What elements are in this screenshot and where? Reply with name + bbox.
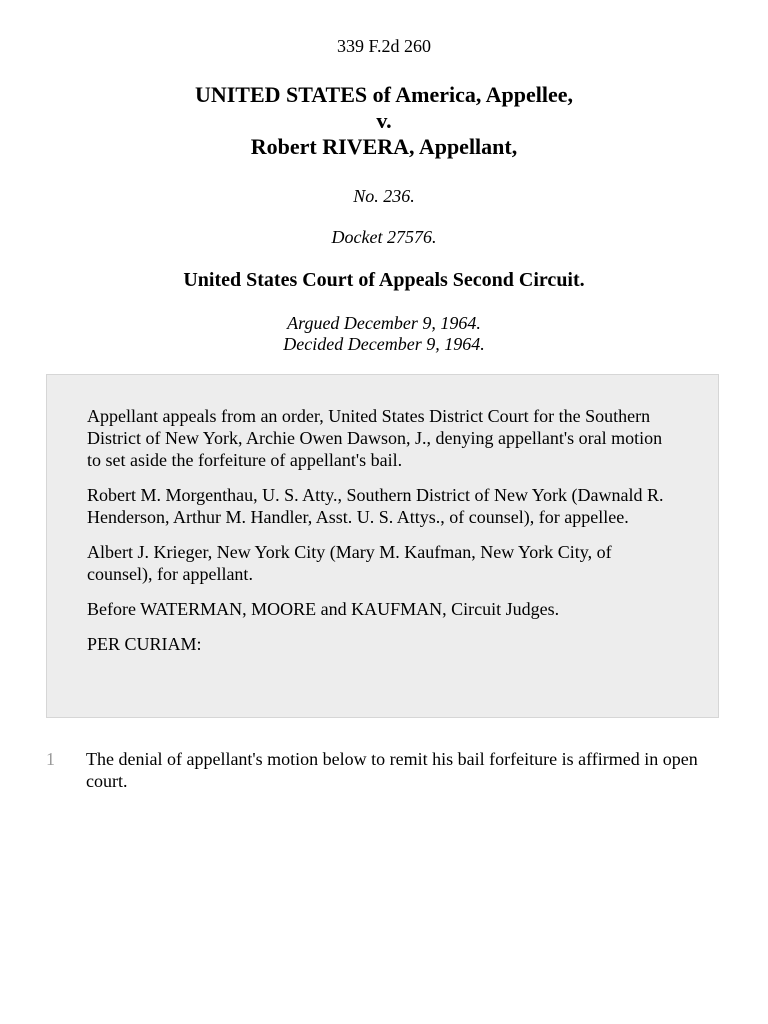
case-number: No. 236.	[353, 186, 415, 206]
caption-appellee: UNITED STATES of America, Appellee,	[194, 82, 574, 107]
appellant-counsel: Albert J. Krieger, New York City (Mary M. Kaufman, New York City, of counsel), for appellant.	[87, 542, 612, 584]
caption-appellant: Robert RIVERA, Appellant,	[250, 134, 518, 159]
per-curiam-heading: PER CURIAM:	[87, 634, 202, 654]
argued-date: Argued December 9, 1964.	[287, 313, 481, 333]
syllabus-box	[46, 374, 719, 718]
judges-panel: Before WATERMAN, MOORE and KAUFMAN, Circuit Judges.	[87, 599, 560, 619]
case-caption	[0, 82, 768, 160]
appellee-counsel: Robert M. Morgenthau, U. S. Atty., Southern District of New York (Dawnald R. Henderson, Arthur M. Handler, Asst. U. S. Attys., of counsel), for appellee.	[87, 485, 664, 527]
court-name: United States Court of Appeals Second Circuit.	[183, 269, 585, 291]
syllabus-summary: Appellant appeals from an order, United States District Court for the Southern District of New York, Archie Owen Dawson, J., denying appellant's oral motion to set aside the forfeiture of appellant's bail.	[87, 406, 663, 470]
decided-date: Decided December 9, 1964.	[283, 334, 485, 354]
docket-number: Docket 27576.	[331, 227, 437, 247]
case-dates	[0, 313, 768, 355]
citation: 339 F.2d 260	[336, 36, 432, 56]
paragraph-number[interactable]: 1	[46, 749, 55, 769]
paragraph-text: The denial of appellant's motion below to remit his bail forfeiture is affirmed in open court.	[86, 749, 698, 791]
caption-versus: v.	[376, 108, 392, 133]
